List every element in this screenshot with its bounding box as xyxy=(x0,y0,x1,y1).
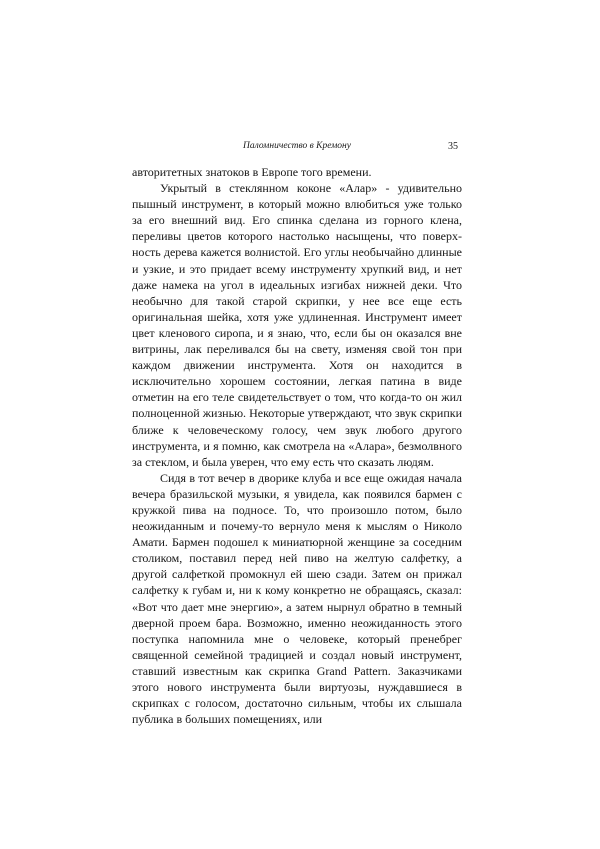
running-title: Паломничество в Кремону xyxy=(243,141,351,151)
paragraph-continuation: авторитетных знатоков в Европе того времени. xyxy=(132,165,372,179)
page-number: 35 xyxy=(448,141,458,152)
paragraph-bartender: Сидя в тот вечер в дворике клуба и все еще ожидая начала вечера бразильской музыки, я увидела, как появился бармен с кружкой пива на подносе. То, что произошло потом, было неожиданным и почему-то вернуло меня к мыслям о Николо Амати. Бармен подошел к миниатюрной женщине за соседним столиком, поставил перед ней пиво на желтую салфетку, а другой салфеткой промокнул ей шею сзади. Затем он прижал салфетку к губам и, ни к кому конкретно не обращаясь, сказал: «Вот что дает мне энергию», а затем нырнул обратно в темный дверной проем бара. Возможно, именно неожиданность этого поступка напомнила мне о человеке, который пренебрег священной семейной традицией и создал новый инструмент, ставший известным как скрипка Grand Pattern. Заказчиками этого нового инструмента были виртуозы, нуждавшиеся в скрипках с голосом, достаточно сильным, чтобы их слышала публика в больших помещениях, или xyxy=(132,470,462,727)
paragraph-alar-description: Укрытый в стеклянном коконе «Алар» - удивительно пышный инструмент, в который можно влюбиться уже только за его внешний вид. Его спинка сделана из горного клена, переливы цветов которого настолько насыщены, что поверхность дерева кажется волнистой. Его углы необычайно длинные и узкие, и это придает всему инструменту хрупкий вид, и нет даже намека на угол в идеальных изгибах нижней деки. Что необычно для такой старой скрипки, у нее все еще есть оригинальная шейка, хотя уже удлиненная. Инструмент имеет цвет кленового сиропа, и я знаю, что, если бы он оказался вне витрины, лак переливался бы на свету, изменяя свой тон при каждом движении инструмента. Хотя он находится в исключительно хорошем состоянии, легкая патина в виде отметин на его теле свидетельствует о том, что когда-то он жил полноценной жизнью. Некоторые утверждают, что звук скрипки ближе к человеческому голосу, чем звук любого другого инструмента, и я помню, как смотрела на «Алара», безмолвного за стеклом, и была уверен, что ему есть что сказать людям. xyxy=(132,181,462,469)
running-header xyxy=(132,141,462,157)
body-text xyxy=(132,164,462,727)
